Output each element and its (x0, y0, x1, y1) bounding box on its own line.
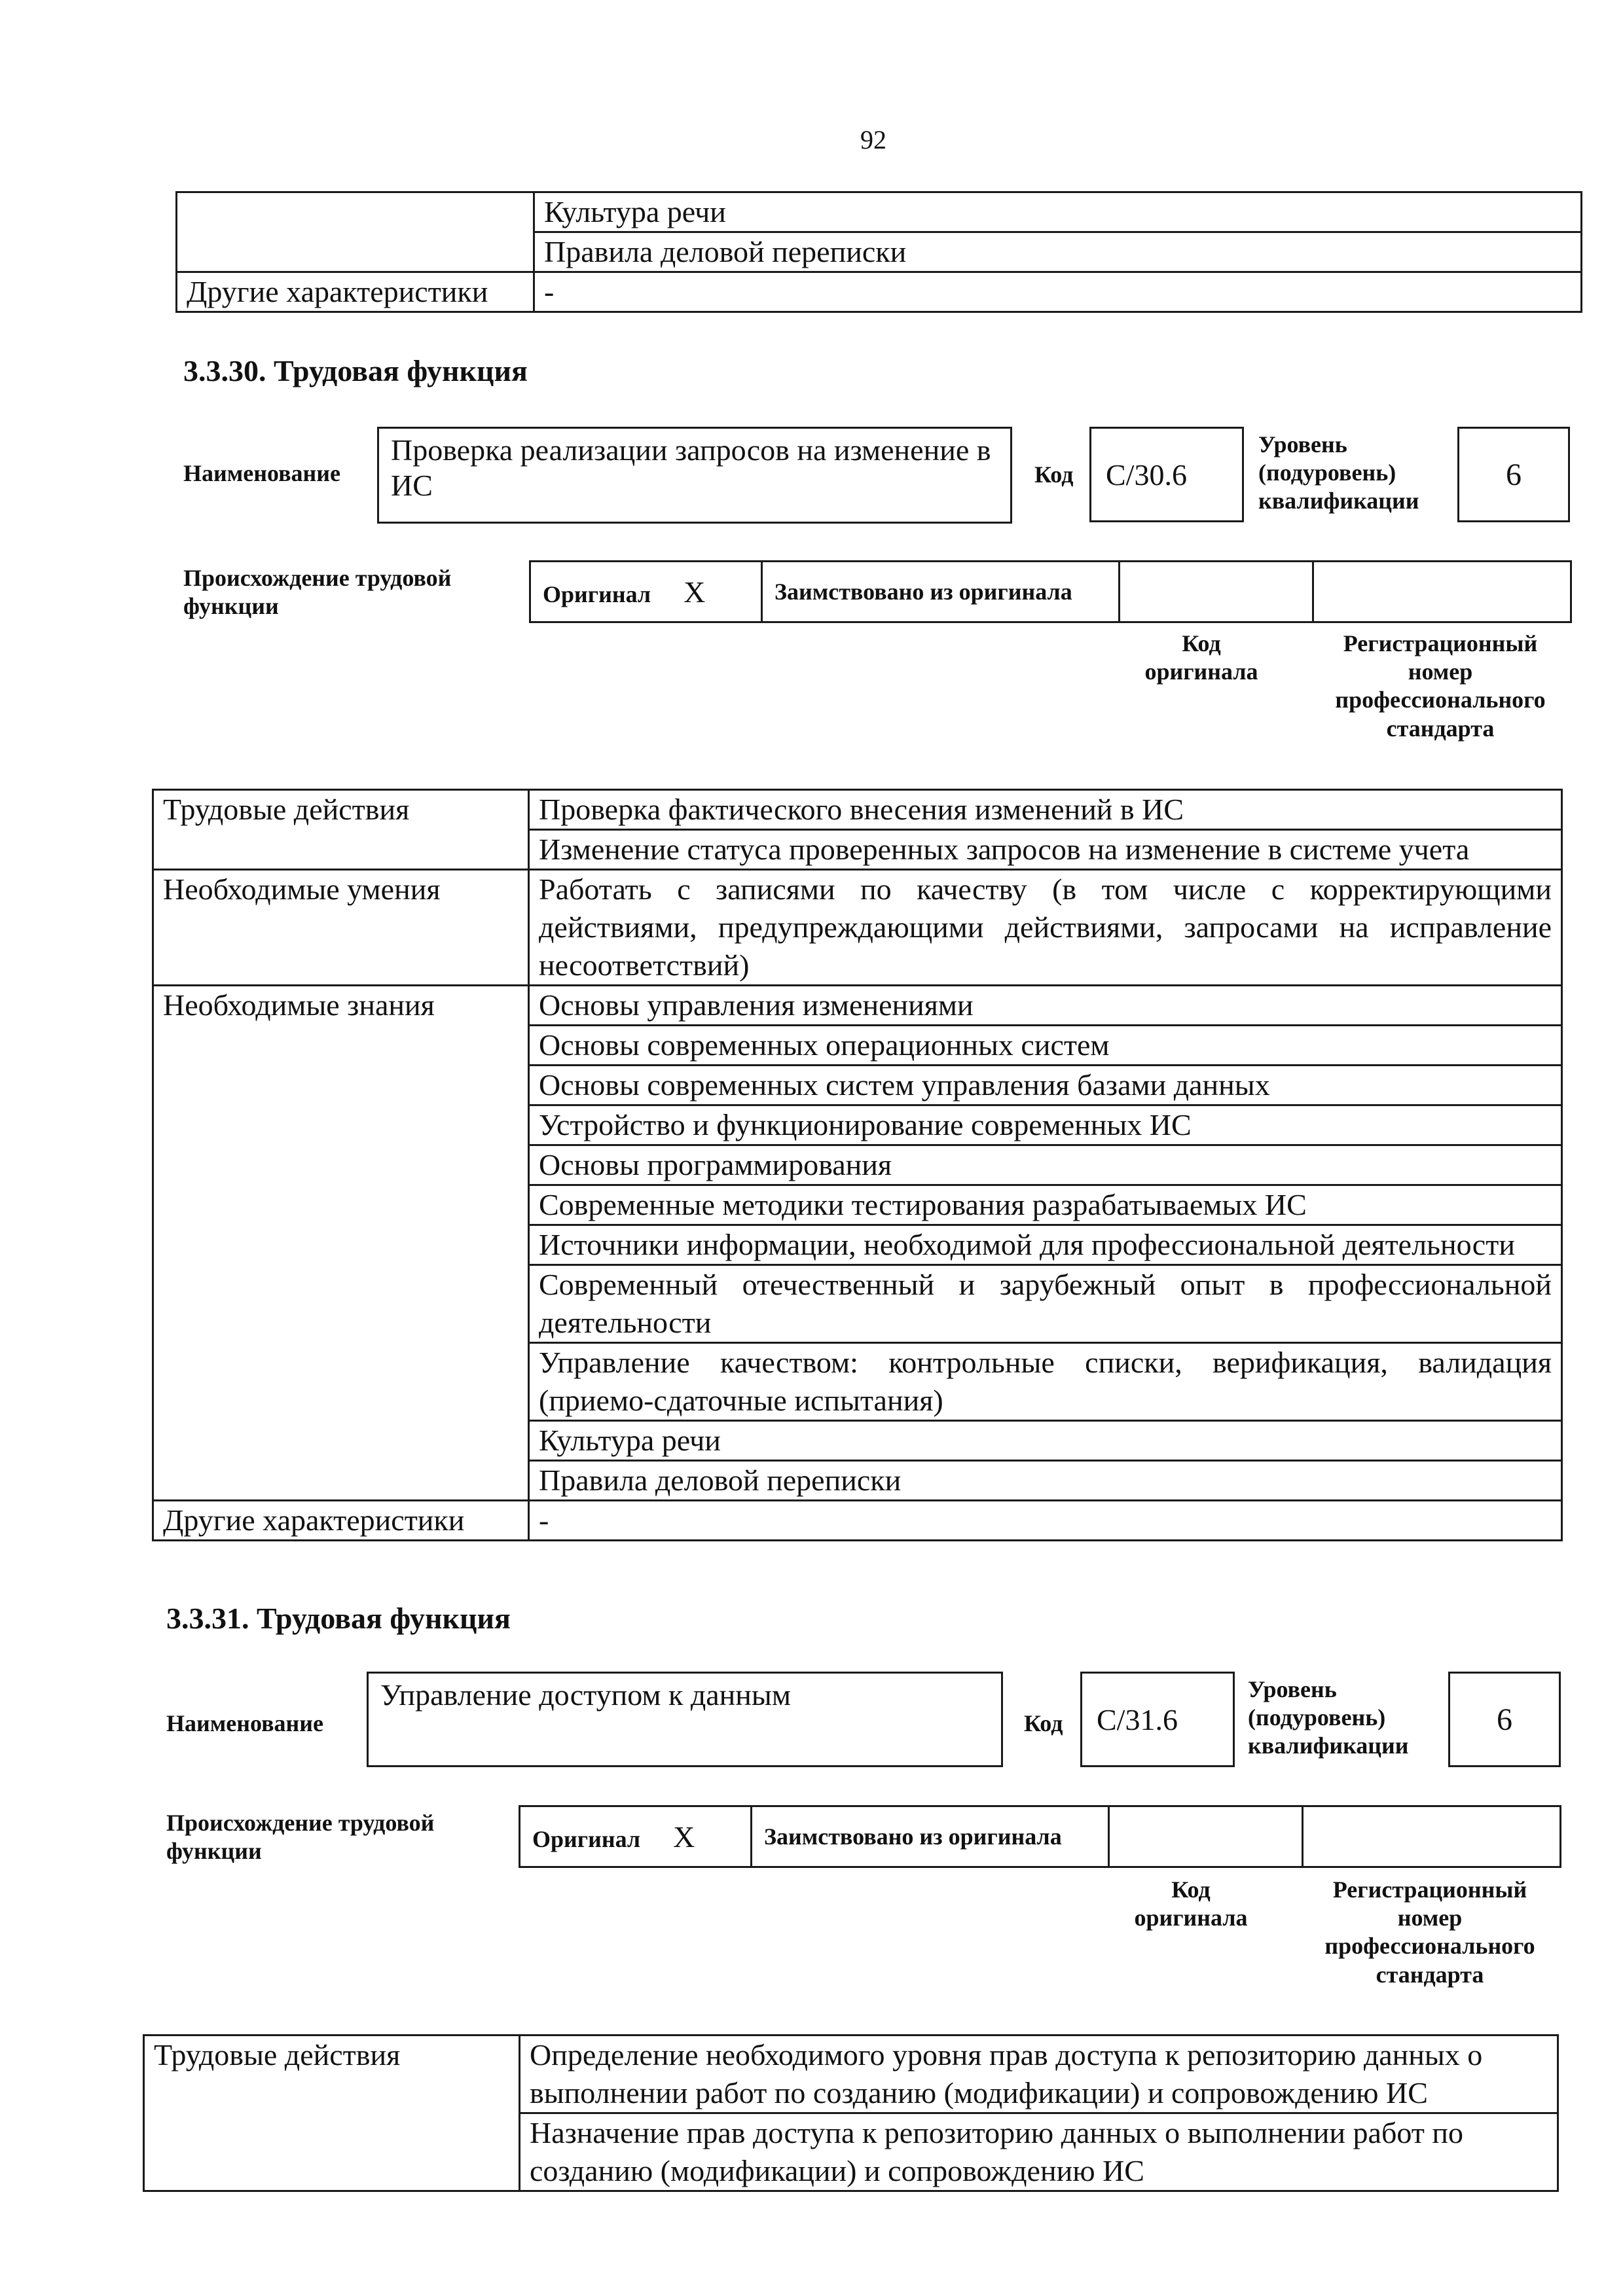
code-label: Код (1024, 1710, 1063, 1736)
original-cell (530, 562, 762, 622)
row-value: Культура речи (534, 192, 1582, 232)
row-label-cont (153, 1225, 529, 1265)
section-title: 3.3.30. Трудовая функция (183, 354, 528, 387)
origin-table (519, 1805, 1561, 1868)
table-row (144, 2113, 1558, 2191)
reg-number-cell (1303, 1806, 1561, 1867)
table-row (153, 870, 1562, 986)
row-label-cont (153, 1026, 529, 1066)
row-label-cont (153, 1185, 529, 1225)
borrowed-label: Заимствовано из оригинала (762, 562, 1120, 622)
row-value: Правила деловой переписки (534, 232, 1582, 272)
row-label: Другие характеристики (177, 272, 534, 312)
row-item: Культура речи (529, 1421, 1562, 1461)
original-mark: X (673, 1820, 695, 1854)
row-label: Необходимые знания (153, 986, 529, 1026)
row-label-cont (153, 1105, 529, 1145)
section-2-table (143, 2034, 1559, 2192)
row-item: Управление качеством: контрольные списки, верификация, валидация (приемо-сдаточные испытания) (529, 1343, 1562, 1421)
table-row (177, 272, 1582, 312)
origin-table (529, 560, 1572, 623)
row-label (177, 192, 534, 232)
table-row (177, 192, 1582, 232)
row-item: Изменение статуса проверенных запросов на изменение в системе учета (529, 830, 1562, 870)
row-label-cont (144, 2113, 520, 2191)
row-label (177, 232, 534, 272)
row-item: Назначение прав доступа к репозиторию данных о выполнении работ по созданию (модификации) и сопровождению ИС (520, 2113, 1558, 2191)
origin-label: Происхождение трудовой функции (166, 1810, 435, 1865)
row-item: Основы управления изменениями (529, 986, 1562, 1026)
row-item: Работать с записями по качеству (в том числе с корректирующими действиями, предупреждающими действиями, запросами на исправление несоответствий) (529, 870, 1562, 986)
table-row (153, 1026, 1562, 1066)
row-label-cont (153, 1265, 529, 1343)
original-label: Оригинал (532, 1825, 641, 1852)
code-original-caption: Код оригинала (1144, 630, 1258, 685)
table-row (153, 1343, 1562, 1421)
table-row (153, 1105, 1562, 1145)
row-item: Современные методики тестирования разрабатываемых ИС (529, 1185, 1562, 1225)
reg-number-caption: Регистрационный номер профессионального стандарта (1324, 1876, 1535, 1988)
original-code-cell (1109, 1806, 1303, 1867)
row-label: Другие характеристики (153, 1501, 529, 1541)
section-title: 3.3.31. Трудовая функция (166, 1602, 511, 1635)
row-label-cont (153, 1461, 529, 1501)
row-label-cont (153, 1421, 529, 1461)
table-row (153, 790, 1562, 830)
page-number: 92 (860, 125, 886, 154)
name-label: Наименование (166, 1710, 323, 1736)
row-label-cont (153, 830, 529, 870)
row-item: Основы современных операционных систем (529, 1026, 1562, 1066)
row-value: - (534, 272, 1582, 312)
original-code-cell (1120, 562, 1313, 622)
row-item: Определение необходимого уровня прав доступа к репозиторию данных о выполнении работ по созданию (модификации) и сопровождению ИС (520, 2036, 1558, 2113)
row-item: Основы современных систем управления базами данных (529, 1066, 1562, 1105)
section-1-table (152, 789, 1563, 1541)
table-row (153, 1461, 1562, 1501)
table-row (153, 986, 1562, 1026)
table-row (153, 1501, 1562, 1541)
row-item: - (529, 1501, 1562, 1541)
qualification-level-box: 6 (1448, 1672, 1561, 1767)
row-label-cont (153, 1343, 529, 1421)
table-row (153, 1066, 1562, 1105)
row-item: Современный отечественный и зарубежный опыт в профессиональной деятельности (529, 1265, 1562, 1343)
reg-number-caption: Регистрационный номер профессионального стандарта (1335, 630, 1546, 742)
row-item: Источники информации, необходимой для профессиональной деятельности (529, 1225, 1562, 1265)
row-label-cont (153, 1145, 529, 1185)
level-label: Уровень (подуровень) квалификации (1258, 431, 1419, 514)
table-row (153, 830, 1562, 870)
table-row (153, 1145, 1562, 1185)
original-cell (520, 1806, 752, 1867)
table-row (144, 2036, 1558, 2113)
table-row (153, 1225, 1562, 1265)
row-label: Необходимые умения (153, 870, 529, 986)
borrowed-label: Заимствовано из оригинала (752, 1806, 1109, 1867)
original-mark: X (684, 575, 706, 609)
table-row (153, 1185, 1562, 1225)
top-continuation-table (175, 191, 1582, 313)
row-label-cont (153, 1066, 529, 1105)
table-row (153, 1265, 1562, 1343)
row-item: Правила деловой переписки (529, 1461, 1562, 1501)
row-item: Основы программирования (529, 1145, 1562, 1185)
row-item: Устройство и функционирование современных ИС (529, 1105, 1562, 1145)
table-row (153, 1421, 1562, 1461)
name-label: Наименование (183, 460, 340, 486)
row-label: Трудовые действия (153, 790, 529, 830)
function-name-box: Управление доступом к данным (367, 1672, 1003, 1767)
function-code-box: C/30.6 (1089, 427, 1244, 522)
original-label: Оригинал (543, 581, 651, 607)
reg-number-cell (1313, 562, 1571, 622)
table-row (177, 232, 1582, 272)
function-name-box: Проверка реализации запросов на изменение в ИС (377, 427, 1012, 524)
code-original-caption: Код оригинала (1134, 1876, 1248, 1931)
row-label: Трудовые действия (144, 2036, 520, 2113)
code-label: Код (1034, 461, 1074, 488)
function-code-box: C/31.6 (1080, 1672, 1235, 1767)
qualification-level-box: 6 (1457, 427, 1570, 522)
level-label: Уровень (подуровень) квалификации (1248, 1676, 1409, 1759)
row-item: Проверка фактического внесения изменений в ИС (529, 790, 1562, 830)
origin-label: Происхождение трудовой функции (183, 565, 452, 620)
